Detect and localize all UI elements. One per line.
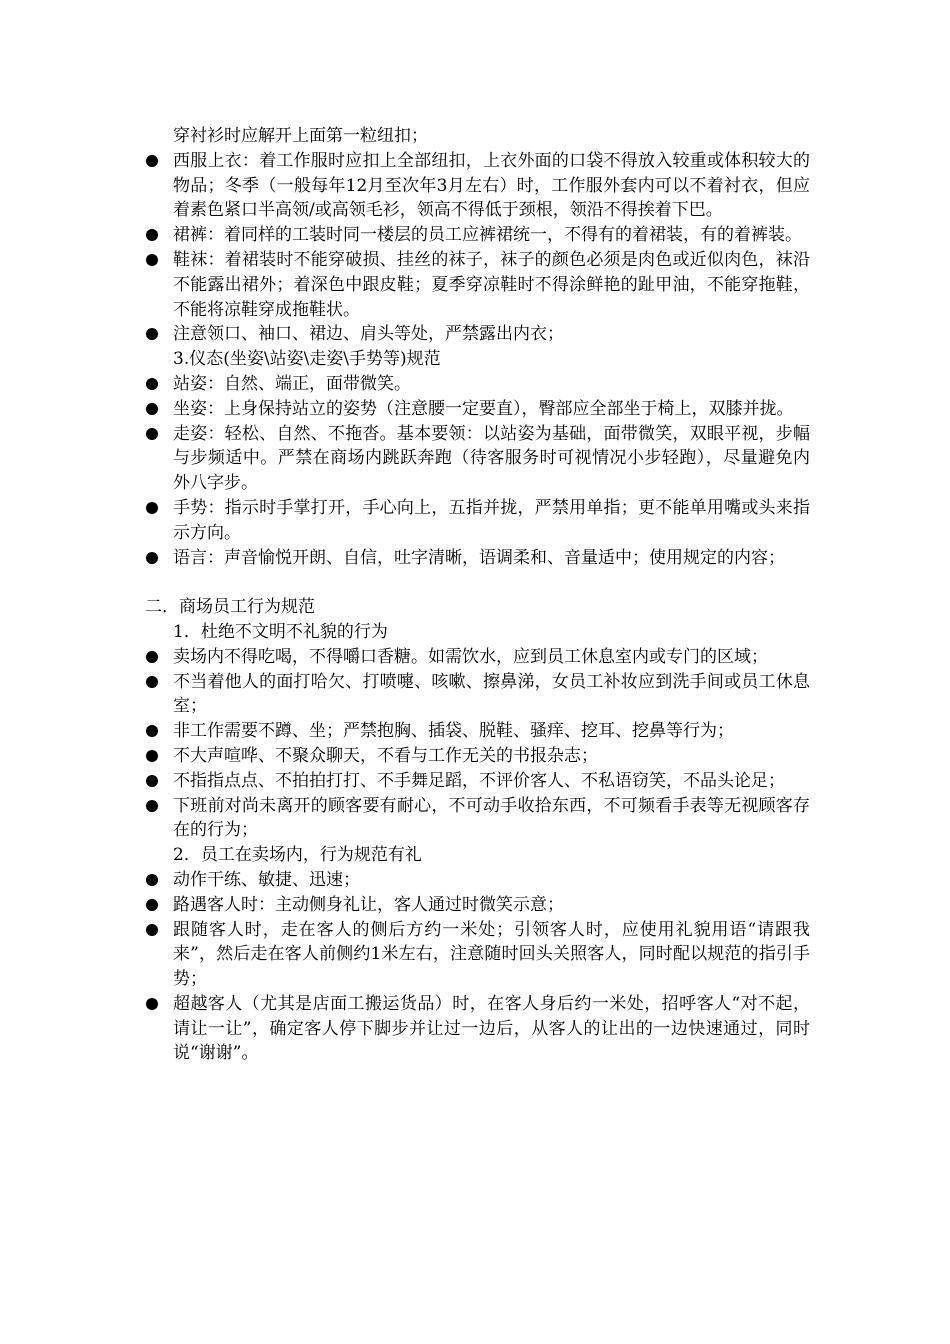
bullet-dot-icon [146,998,158,1010]
list-item [145,546,810,571]
list-item-text: 卖场内不得吃喝，不得嚼口香糖。如需饮水，应到员工休息室内或专门的区域； [173,646,768,667]
list-item [145,744,810,769]
list-item [145,794,810,844]
list-item [145,769,810,794]
intro-line: 穿衬衫时应解开上面第一粒纽扣； [173,126,428,146]
bullet-dot-icon [146,155,158,167]
list-item-text: 站姿：自然、端正，面带微笑。 [173,373,411,394]
subsection-heading: 3.仪态(坐姿\站姿\走姿\手势等)规范 [173,349,441,370]
list-item [145,248,810,322]
bullet-dot-icon [146,403,158,415]
list-item [145,893,810,918]
bullet-dot-icon [146,676,158,688]
list-item [145,719,810,744]
list-item-text: 不当着他人的面打哈欠、打喷嚏、咳嗽、擦鼻涕，女员工补妆应到洗手间或员工休息室； [173,671,810,717]
list-item [145,496,810,546]
list-item-text: 跟随客人时，走在客人的侧后方约一米处；引领客人时，应使用礼貌用语“请跟我来”，然后走在客人前侧约1米左右，注意随时回头关照客人，同时配以规范的指引手势； [173,919,810,990]
list-item-text: 西服上衣：着工作服时应扣上全部纽扣，上衣外面的口袋不得放入较重或体积较大的物品；冬季（一般每年12月至次年3月左右）时，工作服外套内可以不着衬衣，但应着素色紧口半高领/或高领毛衫，领高不得低于颈根，领沿不得挨着下巴。 [173,150,810,221]
bullet-dot-icon [146,725,158,737]
list-item-text: 语言：声音愉悦开朗、自信，吐字清晰，语调柔和、音量适中；使用规定的内容； [173,547,785,568]
list-item [145,149,810,223]
list-item-text: 非工作需要不蹲、坐；严禁抱胸、插袋、脱鞋、骚痒、挖耳、挖鼻等行为； [173,721,734,742]
list-item [145,992,810,1066]
bullet-dot-icon [146,254,158,266]
list-item-text: 超越客人（尤其是店面工搬运货品）时，在客人身后约一米处，招呼客人“对不起，请让一让”，确定客人停下脚步并让过一边后，从客人的让出的一边快速通过，同时说“谢谢”。 [173,993,810,1064]
list-item [145,422,810,496]
bullet-dot-icon [146,924,158,936]
subsection-heading: 1．杜绝不文明不礼貌的行为 [173,621,388,642]
list-item-text: 不大声喧哗、不聚众聊天，不看与工作无关的书报杂志； [173,745,598,766]
bullet-dot-icon [146,328,158,340]
bullet-dot-icon [146,775,158,787]
list-item-text: 注意领口、袖口、裙边、肩头等处，严禁露出内衣； [173,324,564,345]
bullet-dot-icon [146,428,158,440]
list-item [145,372,810,397]
list-item [145,322,810,347]
list-item-text: 路遇客人时：主动侧身礼让，客人通过时微笑示意； [173,894,564,915]
list-item [145,645,810,670]
bullet-dot-icon [146,229,158,241]
bullet-dot-icon [146,378,158,390]
list-item [145,397,810,422]
list-item-text: 裙裤：着同样的工装时同一楼层的员工应裤裙统一，不得有的着裙装，有的着裤装。 [173,225,802,246]
list-item [145,223,810,248]
bullet-dot-icon [146,502,158,514]
bullet-dot-icon [146,552,158,564]
list-item-text: 动作干练、敏捷、迅速； [173,869,360,890]
list-item-text: 下班前对尚未离开的顾客要有耐心，不可动手收拾东西，不可频看手表等无视顾客存在的行为； [173,795,810,841]
list-item [145,918,810,992]
list-item-text: 走姿：轻松、自然、不拖沓。基本要领：以站姿为基础，面带微笑，双眼平视，步幅与步频适中。严禁在商场内跳跃奔跑（待客服务时可视情况小步轻跑），尽量避免内外八字步。 [173,423,810,494]
subsection-heading: 2．员工在卖场内，行为规范有礼 [173,845,422,866]
list-item [145,670,810,720]
list-item-text: 不指指点点、不拍拍打打、不手舞足蹈，不评价客人、不私语窃笑，不品头论足； [173,770,785,791]
section-heading: 二．商场员工行为规范 [145,597,315,618]
bullet-dot-icon [146,800,158,812]
bullet-dot-icon [146,874,158,886]
list-item-text: 坐姿：上身保持站立的姿势（注意腰一定要直），臀部应全部坐于椅上，双膝并拢。 [173,398,794,419]
bullet-dot-icon [146,899,158,911]
document-body [145,124,810,1066]
bullet-dot-icon [146,750,158,762]
blank-line [145,570,810,595]
list-item-text: 手势：指示时手掌打开，手心向上，五指并拢，严禁用单指；更不能单用嘴或头来指示方向。 [173,497,810,543]
list-item [145,868,810,893]
list-item-text: 鞋袜：着裙装时不能穿破损、挂丝的袜子，袜子的颜色必须是肉色或近似肉色，袜沿不能露出裙外；着深色中跟皮鞋；夏季穿凉鞋时不得涂鲜艳的趾甲油，不能穿拖鞋，不能将凉鞋穿成拖鞋状。 [173,249,810,320]
bullet-dot-icon [146,651,158,663]
